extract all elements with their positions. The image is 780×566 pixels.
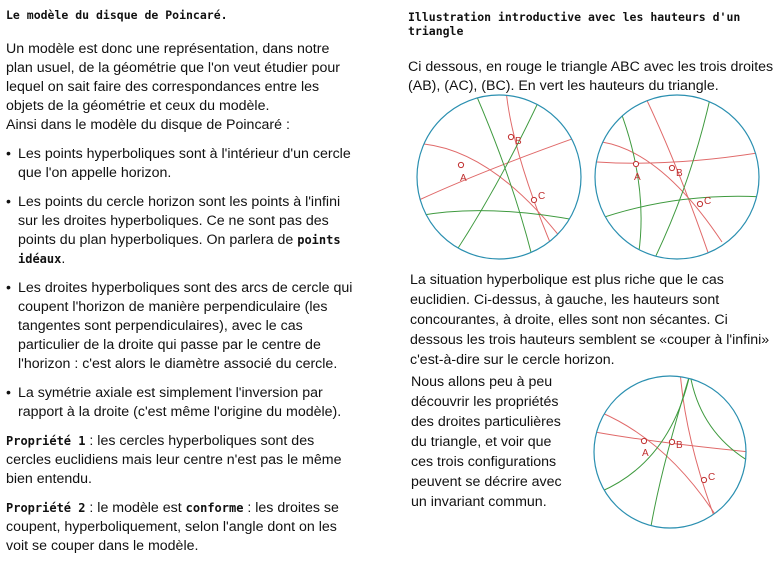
property-2-label: Propriété 2 bbox=[6, 501, 86, 515]
point-c bbox=[697, 201, 702, 206]
label-c: C bbox=[538, 191, 546, 202]
bullet-text: Les points hyperboliques sont à l'intérieur d'un cercle que l'on appelle horizon. bbox=[18, 146, 351, 181]
label-b: B bbox=[515, 136, 522, 147]
point-c bbox=[701, 477, 706, 482]
label-b: B bbox=[676, 440, 683, 451]
label-a: A bbox=[634, 172, 641, 183]
bullet-cercle-horizon bbox=[6, 193, 356, 269]
bullet-droites-hyperboliques bbox=[6, 279, 356, 374]
keyword-conforme: conforme bbox=[185, 501, 244, 515]
poincare-disk-figure-3 bbox=[590, 372, 750, 532]
property-2-text-b: : les droites se coupent, hyperboliquement, selon l'angle dont on les voit se couper dans le modèle. bbox=[6, 500, 339, 554]
point-b bbox=[508, 134, 513, 139]
point-c bbox=[531, 197, 536, 202]
intro-paragraph: Un modèle est donc une représentation, dans notre plan usuel, de la géométrie que l'on veut étudier pour lequel on sait faire des correspondances entre les objets de la géométrie et ceux du modèle. bbox=[6, 41, 340, 114]
point-b bbox=[669, 439, 674, 444]
label-a: A bbox=[642, 448, 649, 459]
situation-paragraph: La situation hyperbolique est plus riche que le cas euclidien. Ci-dessus, à gauche, les hauteurs sont concourantes, à droite, elles sont non sécantes. Ci dessous les trois hauteurs semblent se «couper à l'infini» c'est-à-dire sur le cercle horizon. bbox=[410, 272, 770, 368]
right-column bbox=[408, 10, 776, 96]
section-title-illustration: Illustration introductive avec les hauteurs d'un triangle bbox=[408, 10, 741, 38]
line-ac bbox=[600, 412, 720, 522]
label-c: C bbox=[704, 196, 712, 207]
altitude-c bbox=[592, 196, 762, 222]
property-1 bbox=[6, 432, 356, 489]
intro-paragraph-2: Ainsi dans le modèle du disque de Poincaré : bbox=[6, 117, 290, 133]
altitude-c bbox=[414, 211, 584, 222]
line-ab bbox=[419, 134, 584, 200]
model-bullets bbox=[6, 145, 356, 422]
line-ab bbox=[597, 152, 762, 163]
property-1-text: : les cercles hyperboliques sont des cercles euclidiens mais leur centre n'est pas le même bien entendu. bbox=[6, 433, 342, 487]
section-title-poincare: Le modèle du disque de Poincaré. bbox=[6, 8, 228, 22]
point-b bbox=[669, 165, 674, 170]
altitude-a bbox=[600, 374, 690, 492]
bullet-text: Les droites hyperboliques sont des arcs de cercle qui coupent l'horizon de manière perpendiculaire (les tangentes sont perpendiculaires), avec le cas particulier de la droite qui passe par le centre de l'horizon : c'est alors le diamètre associé du cercle. bbox=[18, 280, 353, 372]
poincare-disk-figure-1 bbox=[414, 92, 584, 262]
bullet-text: Les points du cercle horizon sont les points à l'infini sur les droites hyperboliques. Ce ne sont pas des points du plan hyperboliques. On parlera de bbox=[18, 194, 341, 248]
point-a bbox=[633, 161, 638, 166]
bullet-dot: • bbox=[6, 385, 11, 401]
horizon-circle bbox=[594, 376, 746, 528]
bullet-text-end: . bbox=[61, 251, 66, 267]
label-a: A bbox=[460, 173, 467, 184]
poincare-disk-figure-2 bbox=[592, 92, 762, 262]
label-c: C bbox=[708, 472, 716, 483]
line-bc bbox=[506, 92, 554, 252]
bullet-points-hyperboliques bbox=[6, 145, 356, 183]
bullet-dot: • bbox=[6, 194, 11, 210]
property-2-text-a: : le modèle est bbox=[85, 500, 186, 516]
label-b: B bbox=[676, 168, 683, 179]
bullet-symetrie-axiale bbox=[6, 384, 356, 422]
property-2 bbox=[6, 499, 356, 556]
line-bc bbox=[680, 372, 720, 532]
altitude-b bbox=[650, 374, 690, 532]
altitude-a bbox=[474, 92, 534, 262]
left-column bbox=[6, 8, 356, 566]
line-ac bbox=[602, 142, 722, 242]
bullet-text: La symétrie axiale est simplement l'inversion par rapport à la droite (c'est même l'origine du modèle). bbox=[18, 385, 342, 420]
point-a bbox=[641, 438, 646, 443]
illustration-intro: Ci dessous, en rouge le triangle ABC avec les trois droites (AB), (AC), (BC). En vert les hauteurs du triangle. bbox=[408, 59, 774, 94]
bullet-dot: • bbox=[6, 146, 11, 162]
keyword-points-ideaux: points idéaux bbox=[18, 233, 341, 266]
conclusion-paragraph: Nous allons peu à peu découvrir les propriétés des droites particulières du triangle, et voir que ces trois configurations peuvent se décrire avec un invariant commun. bbox=[411, 374, 562, 510]
horizon-circle bbox=[417, 95, 581, 259]
bullet-dot: • bbox=[6, 280, 11, 296]
point-a bbox=[458, 162, 463, 167]
property-1-label: Propriété 1 bbox=[6, 434, 86, 448]
